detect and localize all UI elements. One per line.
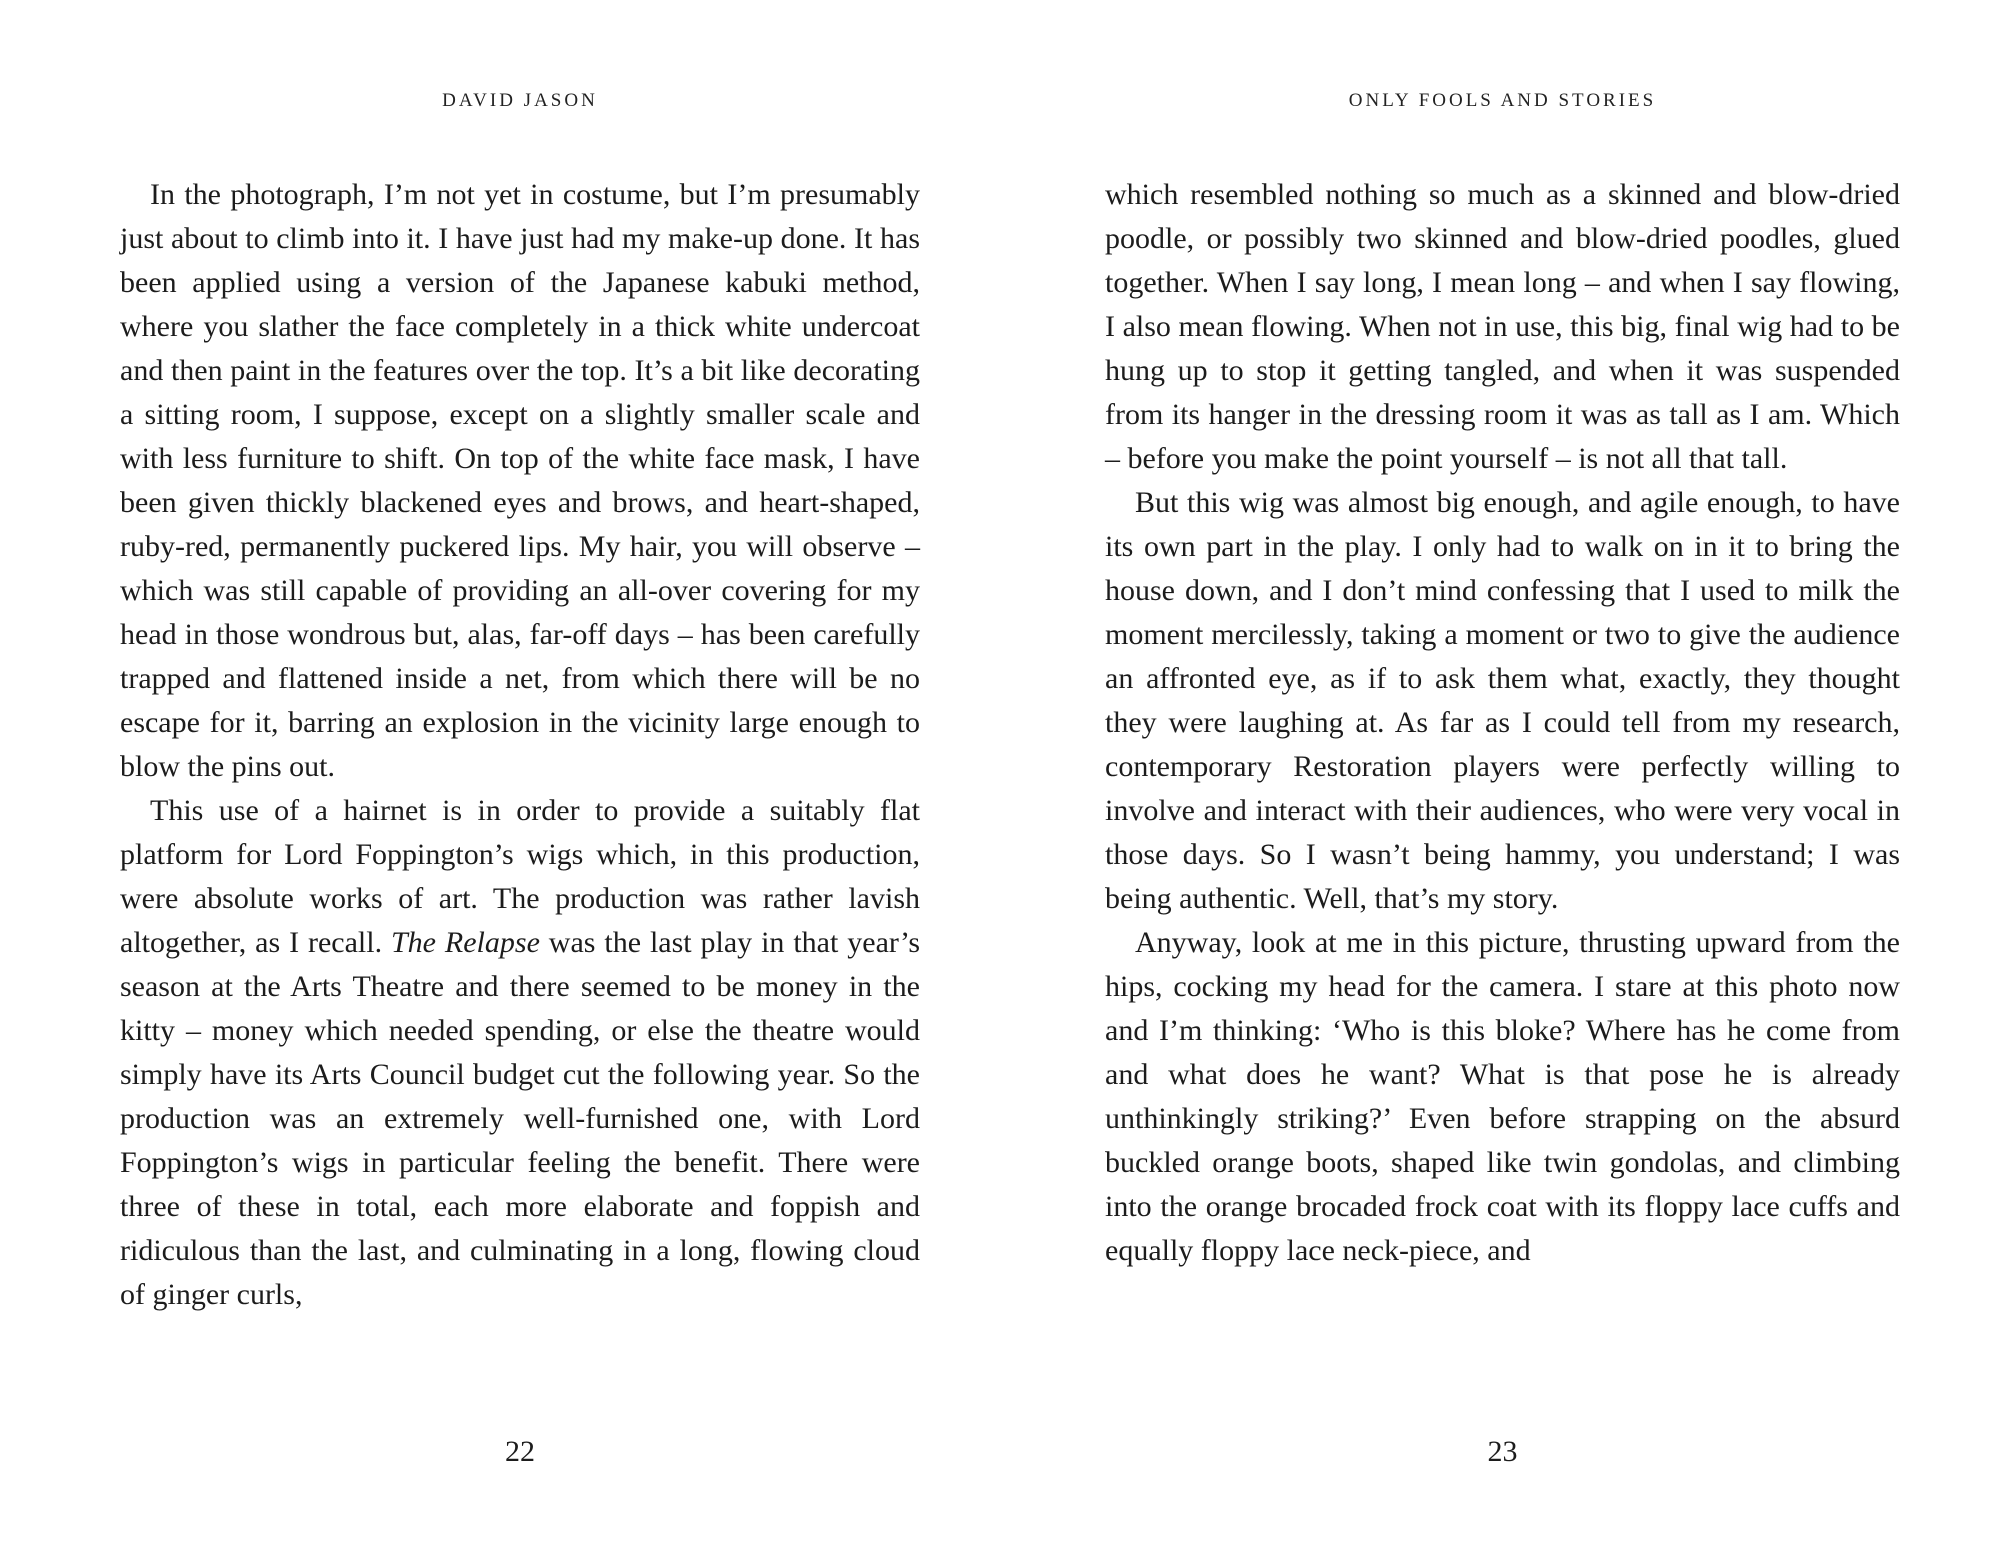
paragraph	[120, 789, 920, 1317]
running-head-title: ONLY FOOLS AND STORIES	[1348, 90, 1657, 111]
left-page	[120, 0, 920, 1550]
left-page-body	[120, 173, 920, 1317]
paragraph-text: This use of a hairnet is in order to provide a suitably flat platform for Lord Foppington’s wigs which, in this production, were absolute works of art. The production was rather lavish altogether, as I recall.	[120, 794, 920, 959]
right-page-body	[1105, 173, 1900, 1273]
right-page	[1105, 0, 1900, 1550]
page-number: 22	[505, 1435, 535, 1468]
paragraph: which resembled nothing so much as a skinned and blow-dried poodle, or possibly two skinned and blow-dried poodles, glued together. When I say long, I mean long – and when I say flowing, I also mean flowing. When not in use, this big, final wig had to be hung up to stop it getting tangled, and when it was suspended from its hanger in the dressing room it was as tall as I am. Which – before you make the point yourself – is not all that tall.	[1105, 178, 1900, 475]
paragraph: Anyway, look at me in this picture, thrusting upward from the hips, cocking my head for the camera. I stare at this photo now and I’m thinking: ‘Who is this bloke? Where has he come from and what does he want? What is that pose he is already unthinkingly striking?’ Even before strapping on the absurd buckled orange boots, shaped like twin gondolas, and climbing into the orange brocaded frock coat with its floppy lace cuffs and equally floppy lace neck-piece, and	[1105, 926, 1900, 1267]
play-title: The Relapse	[391, 926, 540, 959]
page-number: 23	[1487, 1435, 1518, 1468]
running-head-author: DAVID JASON	[442, 90, 598, 111]
paragraph: But this wig was almost big enough, and agile enough, to have its own part in the play. I only had to walk on in it to bring the house down, and I don’t mind confessing that I used to milk the moment mercilessly, taking a moment or two to give the audience an affronted eye, as if to ask them what, exactly, they thought they were laughing at. As far as I could tell from my research, contemporary Restoration players were perfectly willing to involve and interact with their audiences, who were very vocal in those days. So I wasn’t being hammy, you understand; I was being authentic. Well, that’s my story.	[1105, 486, 1900, 915]
paragraph: In the photograph, I’m not yet in costume, but I’m presumably just about to climb into it. I have just had my make-up done. It has been applied using a version of the Japanese kabuki method, where you slather the face completely in a thick white undercoat and then paint in the features over the top. It’s a bit like decorating a sitting room, I suppose, except on a slightly smaller scale and with less furniture to shift. On top of the white face mask, I have been given thickly blackened eyes and brows, and heart-shaped, ruby-red, permanently puckered lips. My hair, you will observe – which was still capable of providing an all-over covering for my head in those wondrous but, alas, far-off days – has been carefully trapped and flattened inside a net, from which there will be no escape for it, barring an explosion in the vicinity large enough to blow the pins out.	[120, 178, 920, 783]
paragraph-text: was the last play in that year’s season at the Arts Theatre and there seemed to be money in the kitty – money which needed spending, or else the theatre would simply have its Arts Council budget cut the following year. So the production was an extremely well-furnished one, with Lord Foppington’s wigs in particular feeling the benefit. There were three of these in total, each more elaborate and foppish and ridiculous than the last, and culminating in a long, flowing cloud of ginger curls,	[120, 926, 920, 1311]
